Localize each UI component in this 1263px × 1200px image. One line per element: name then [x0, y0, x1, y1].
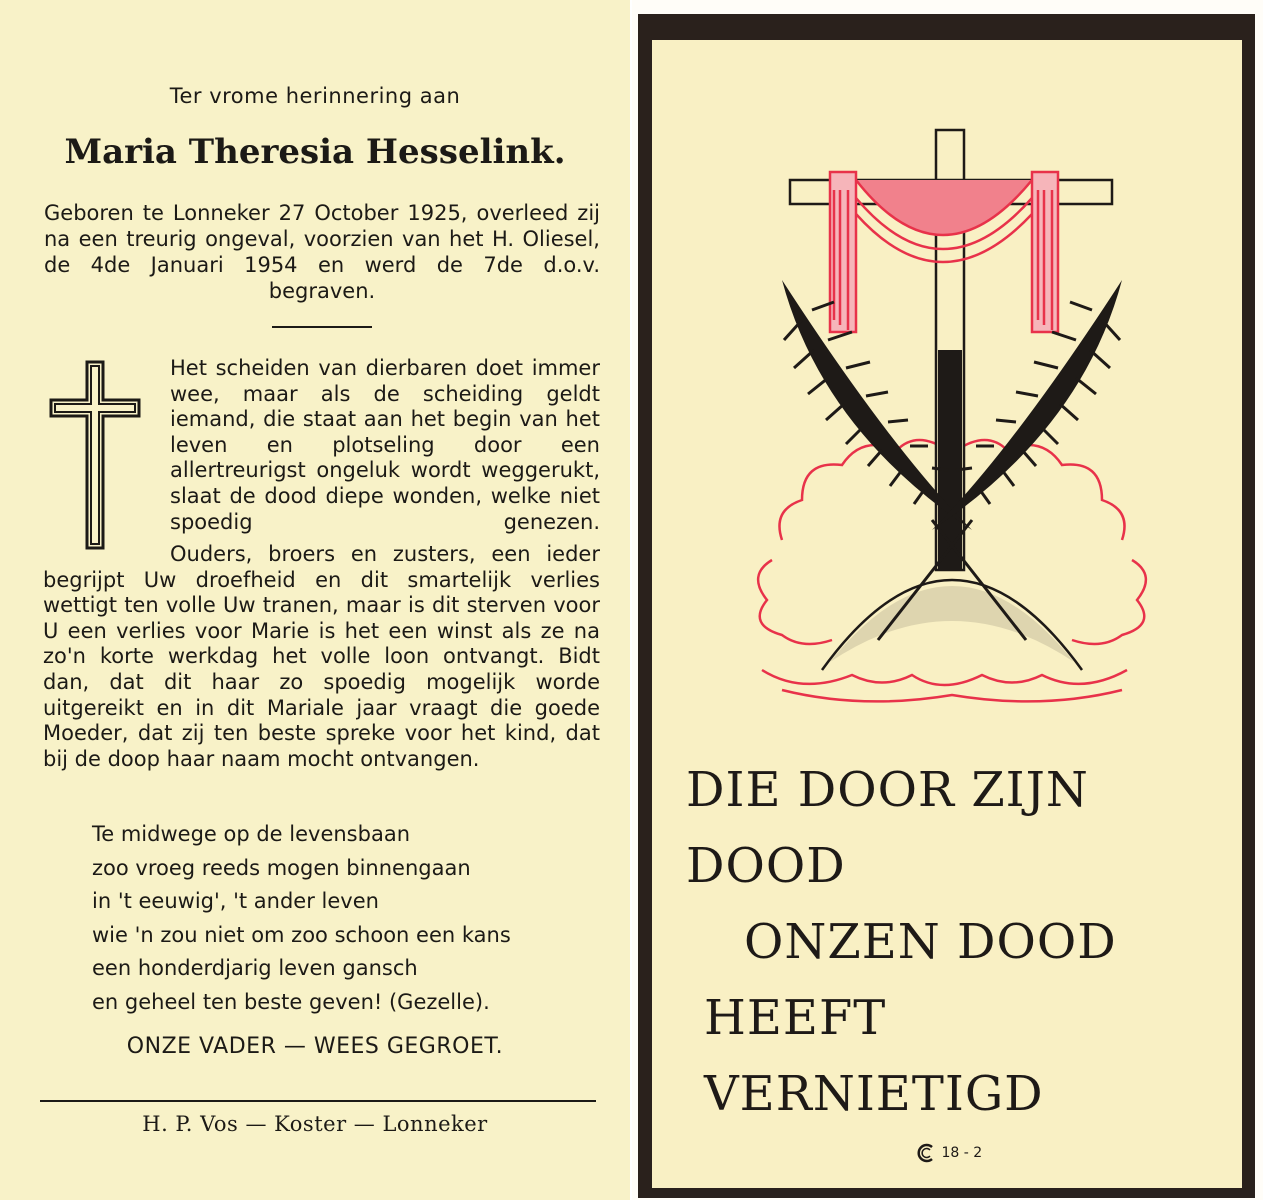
- memorial-card-text-side: [0, 0, 630, 1200]
- cover-paper: [652, 40, 1242, 1188]
- motto-line-2: ONZEN DOOD: [744, 914, 1117, 970]
- short-divider: [272, 326, 372, 328]
- poem-line: Te midwege op de levensbaan: [92, 822, 411, 846]
- poem-line: zoo vroeg reeds mogen binnengaan: [92, 855, 471, 880]
- memorial-card-cover-side: [632, 0, 1263, 1200]
- latin-cross-icon: [47, 360, 143, 552]
- publisher-code: 18 - 2: [941, 1145, 983, 1161]
- consolation-paragraph-2: Ouders, broers en zusters, een ieder begrijpt Uw droefheid en dit smartelijk verlies wettigt ten volle Uw tranen, maar is dit sterven voor U een verlies voor Marie is het een winst als ze na zo'n korte werkdag het volle loon ontvangt. Bidt dan, dat dit haar zo spoedig mogelijk worde uitgereikt en in dit Mariale jaar vraagt die goede Moeder, dat zij ten beste spreke voor het kind, dat bij de doop haar naam mocht ontvangen.: [43, 542, 600, 771]
- printer-credit: H. P. Vos — Koster — Lonneker: [142, 1112, 488, 1136]
- footer-divider: [40, 1100, 596, 1102]
- poem-line: en geheel ten beste geven! (Gezelle).: [92, 989, 490, 1014]
- poem: [92, 818, 612, 1020]
- intro-line: Ter vrome herinnering aan: [169, 84, 461, 108]
- deceased-name: Maria Theresia Hesselink.: [64, 132, 566, 172]
- poem-line: een honderdjarig leven gansch: [92, 956, 418, 981]
- motto: [652, 752, 1242, 1132]
- consolation-paragraph-1: Het scheiden van dierbaren doet immer wee, maar als de scheiding geldt iemand, die staat aan het begin van het leven en plotseling door een allertreurigst ongeluk wordt weggerukt, slaat de dood diepe wonden, welke niet spoedig genezen.: [170, 356, 600, 534]
- publisher-c-logo-icon: [917, 1143, 937, 1163]
- prayer-line: ONZE VADER — WEES GEGROET.: [126, 1034, 504, 1059]
- motto-line-3: HEEFT VERNIETIGD: [704, 990, 1044, 1122]
- cover-dark-frame: [638, 14, 1255, 1198]
- cross-drape-palms-emblem: [742, 110, 1162, 730]
- poem-line: wie 'n zou niet om zoo schoon een kans: [92, 922, 511, 947]
- poem-line: in 't eeuwig', 't ander leven: [92, 889, 379, 914]
- publisher-mark: [917, 1143, 982, 1163]
- motto-line-1: DIE DOOR ZIJN DOOD: [686, 762, 1089, 894]
- birth-death-text: Geboren te Lonneker 27 October 1925, overleed zij na een treurig ongeval, voorzien van het H. Oliesel, de 4de Januari 1954 en werd de 7de d.o.v. begraven.: [44, 201, 600, 303]
